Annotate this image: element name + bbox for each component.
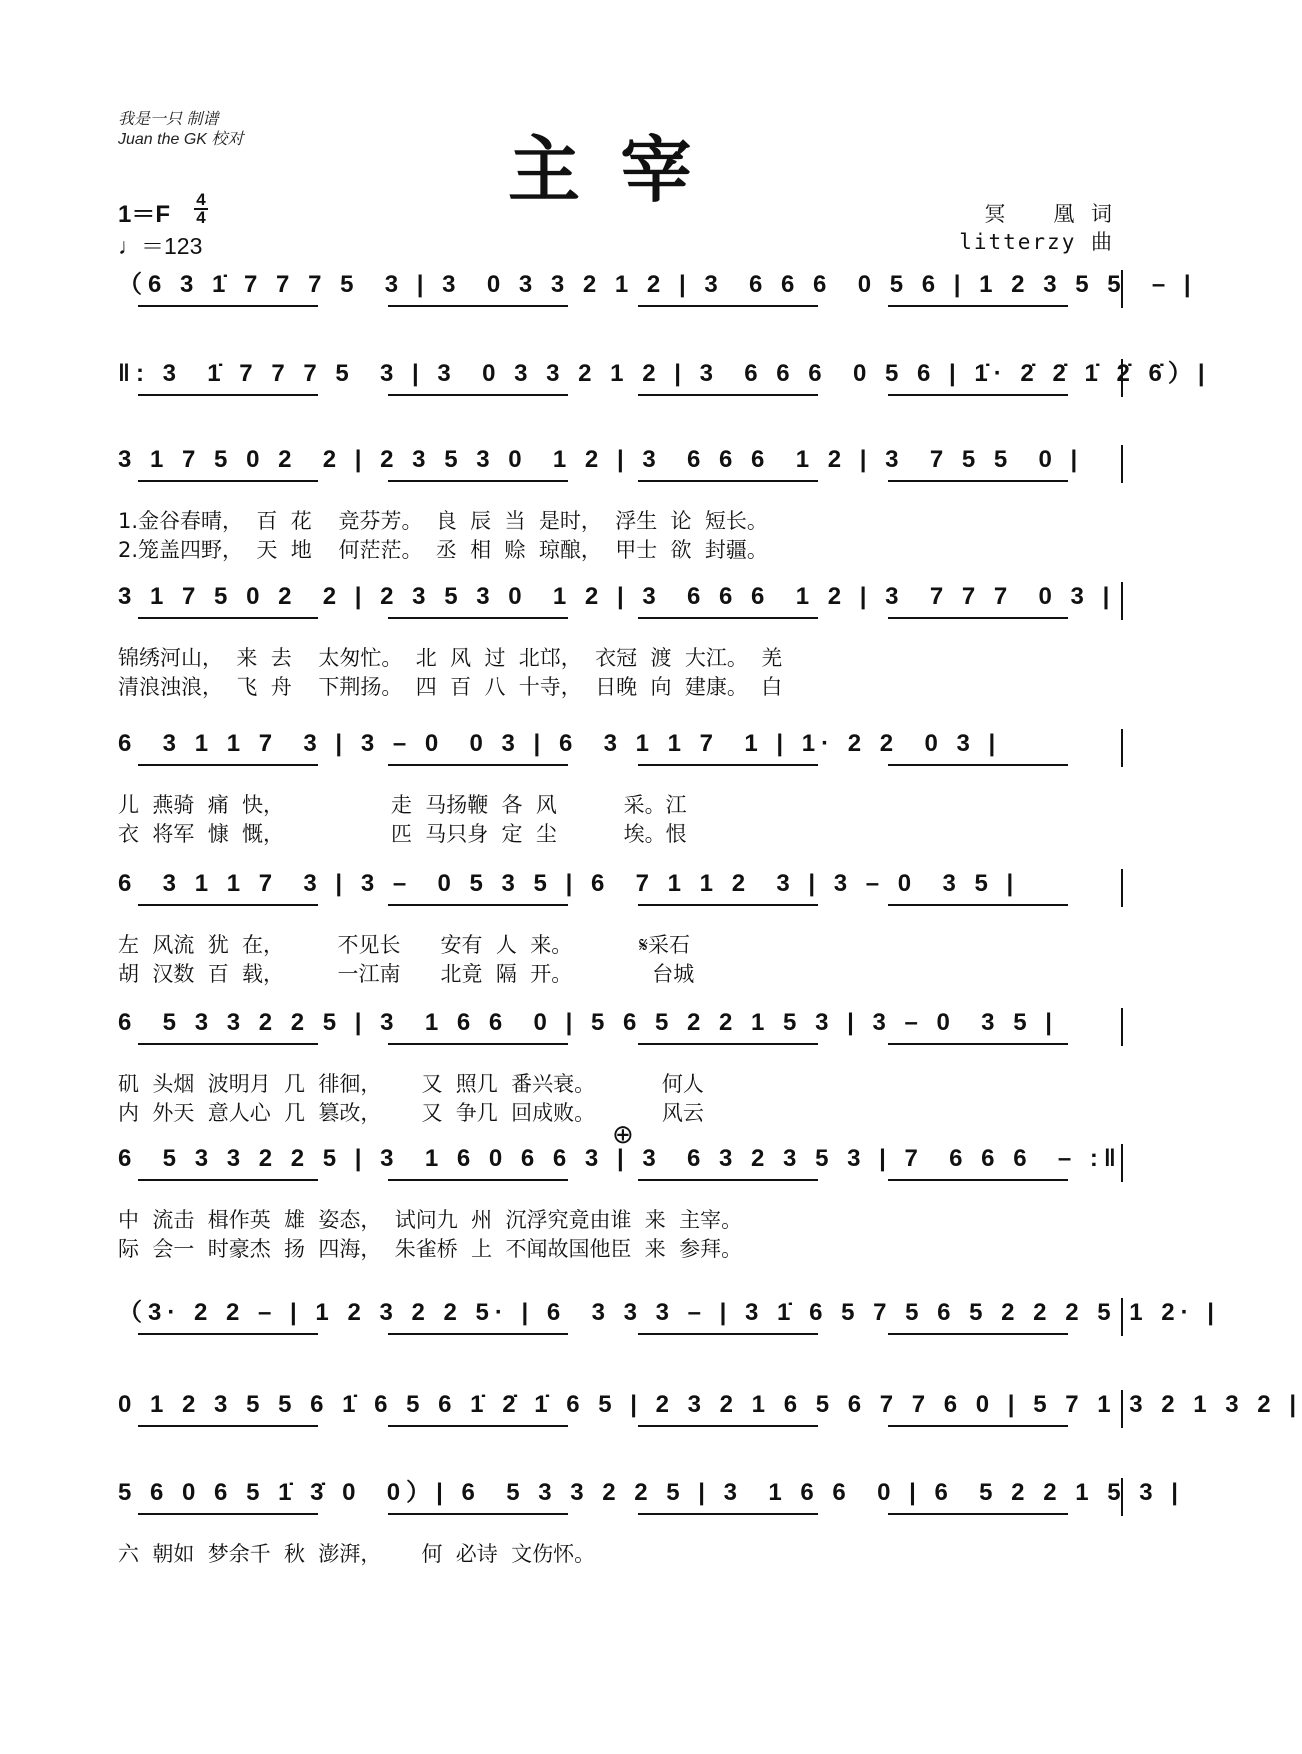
- lyric-line: 内 外天 意人心 几 篡改， 又 争几 回成败。 风云: [118, 1101, 704, 1125]
- lyric-line: 胡 汉数 百 载， 一江南 北竟 隔 开。 台城: [118, 962, 695, 986]
- notation-text: （6 3 1̇ 7 7 7 5 3 | 3 0 3 3 2 1 2 | 3 6 6 6 0 5 6 | 1 2 3 5 5 – |: [118, 271, 1197, 298]
- beam-lines: [118, 867, 1124, 927]
- stave-line: [118, 580, 1124, 640]
- notation-text: 3 1 7 5 0 2 2 | 2 3 5 3 0 1 2 | 3 6 6 6 1 2 | 3 7 5 5 0 |: [118, 446, 1084, 473]
- lyric-line: 六 朝如 梦余千 秋 澎湃， 何 必诗 文伤怀。: [118, 1542, 596, 1566]
- time-signature: [194, 192, 208, 226]
- beam-lines: [118, 1296, 1220, 1356]
- lyric-line: 际 会一 时豪杰 扬 四海， 朱雀桥 上 不闻故国他臣 来 参拜。: [118, 1237, 743, 1261]
- beam-lines: [118, 268, 1197, 328]
- beam-lines: [118, 1006, 1124, 1066]
- stave-line: [118, 443, 1124, 503]
- notation-text: 0 1 2 3 5 5 6 1̇ 6 5 6 1̇ 2̇ 1̇ 6 5 | 2 3 2 1 6 5 6 7 7 6 0 | 5 7 1 3 2 1 3 2 |: [118, 1391, 1302, 1418]
- beam-lines: [118, 1388, 1302, 1448]
- stave-line: [118, 1142, 1124, 1202]
- stave-line: [118, 1388, 1302, 1448]
- notation-text: 3 1 7 5 0 2 2 | 2 3 5 3 0 1 2 | 3 6 6 6 1 2 | 3 7 7 7 0 3 |: [118, 583, 1116, 610]
- composer-credit: litterzy 曲: [959, 230, 1114, 254]
- lyricist-credit: 冥 凰 词: [984, 202, 1114, 226]
- quarter-note-icon: ♩: [118, 233, 141, 259]
- lyric-line: 清浪浊浪， 飞 舟 下荆扬。 四 百 八 十寺， 日晚 向 建康。 白: [118, 675, 783, 699]
- stave-line: [118, 268, 1197, 328]
- tempo-value: ＝123: [141, 233, 203, 259]
- time-signature-bottom: 4: [196, 208, 206, 227]
- beam-lines: [118, 357, 1211, 417]
- beam-lines: [118, 1476, 1184, 1536]
- stave-line: [118, 357, 1211, 417]
- page-title: 主宰: [507, 127, 732, 212]
- notation-text: 6 5 3 3 2 2 5 | 3 1 6 0 6 6 3 | 3 6 3 2 3 5 3 | 7 6 6 6 – :‖: [118, 1145, 1122, 1172]
- beam-lines: [118, 580, 1124, 640]
- lyric-line: 2.笼盖四野， 天 地 何茫茫。 丞 相 赊 琼酿， 甲士 欲 封疆。: [118, 538, 768, 562]
- beam-lines: [118, 443, 1124, 503]
- stave-line: [118, 1296, 1220, 1356]
- notation-text: ‖: 3 1̇ 7 7 7 5 3 | 3 0 3 3 2 1 2 | 3 6 6 6 0 5 6 | 1̇· 2̇ 2̇ 1̇ 2̇ 6̇）|: [118, 360, 1211, 387]
- notation-text: （3· 2 2 – | 1 2 3 2 2 5· | 6 3 3 3 – | 3 1̇ 6 5 7 5 6 5 2 2 2 5 1 2· |: [118, 1299, 1220, 1326]
- lyric-line: 左 风流 犹 在， 不见长 安有 人 来。 𝄋采石: [118, 933, 690, 957]
- notation-text: 6 5 3 3 2 2 5 | 3 1 6 6 0 | 5 6 5 2 2 1 5 3 | 3 – 0 3 5 |: [118, 1009, 1058, 1036]
- stave-line: [118, 1476, 1184, 1536]
- stave-line: [118, 1006, 1124, 1066]
- lyric-line: 衣 将军 慷 慨， 匹 马只身 定 尘 埃。恨: [118, 822, 687, 846]
- stave-line: [118, 867, 1124, 927]
- lyric-line: 锦绣河山， 来 去 太匆忙。 北 风 过 北邙， 衣冠 渡 大江。 羌: [118, 646, 783, 670]
- lyric-line: 中 流击 楫作英 雄 姿态， 试问九 州 沉浮究竟由谁 来 主宰。: [118, 1208, 743, 1232]
- notation-text: 6 3 1 1 7 3 | 3 – 0 0 3 | 6 3 1 1 7 1 | 1· 2 2 0 3 |: [118, 730, 1002, 757]
- lyric-line: 儿 燕骑 痛 快， 走 马扬鞭 各 风 采。江: [118, 793, 687, 817]
- proofreader-credit: Juan the GK 校对: [118, 131, 244, 148]
- lyric-line: 1.金谷春晴， 百 花 竞芬芳。 良 辰 当 是时， 浮生 论 短长。: [118, 509, 768, 533]
- tempo-marking: [118, 228, 202, 261]
- notation-text: 5 6 0 6 5 1̇ 3̇ 0 0）| 6 5 3 3 2 2 5 | 3 1 6 6 0 | 6 5 2 2 1 5 3 |: [118, 1479, 1184, 1506]
- coda-icon: ⊕: [612, 1120, 634, 1150]
- beam-lines: [118, 727, 1124, 787]
- time-signature-top: 4: [196, 190, 206, 209]
- notation-text: 6 3 1 1 7 3 | 3 – 0 5 3 5 | 6 7 1 1 2 3 | 3 – 0 3 5 |: [118, 870, 1020, 897]
- stave-line: [118, 727, 1124, 787]
- key-signature: 1＝F: [118, 201, 171, 228]
- arranger-credit: 我是一只 制谱: [118, 111, 219, 128]
- beam-lines: [118, 1142, 1124, 1202]
- lyric-line: 矶 头烟 波明月 几 徘徊， 又 照几 番兴衰。 何人: [118, 1072, 704, 1096]
